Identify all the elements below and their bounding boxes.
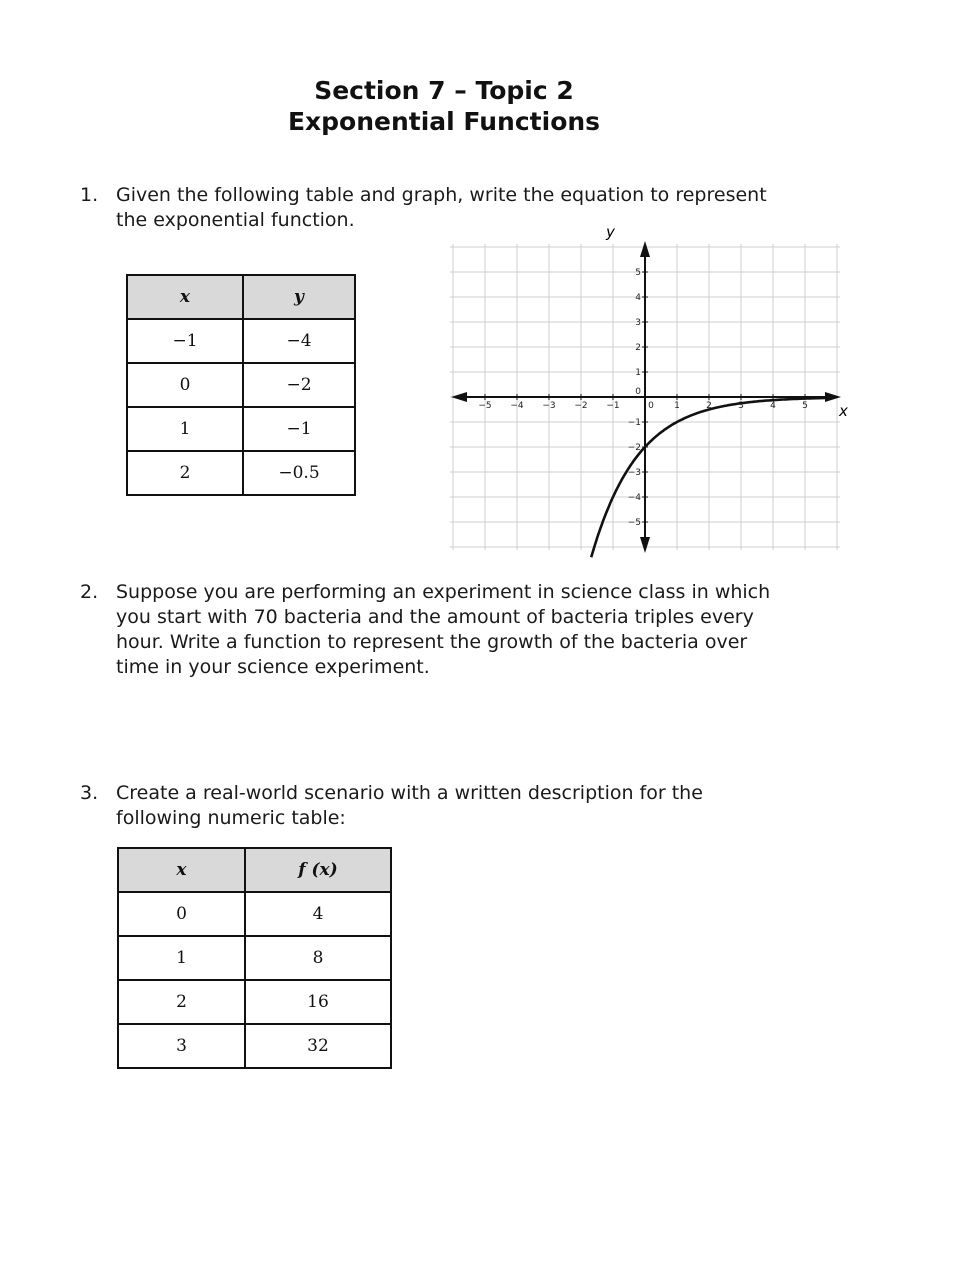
x-tick-label: −3	[542, 401, 556, 411]
q1-header-y: y	[243, 275, 355, 319]
q1-table	[126, 274, 356, 496]
x-tick-label: −2	[574, 401, 588, 411]
y-tick-label: 4	[635, 293, 641, 303]
y-tick-label: −4	[627, 493, 641, 503]
table-cell: −2	[243, 363, 355, 407]
table-cell: −1	[243, 407, 355, 451]
table-row	[118, 936, 391, 980]
x-axis-left-arrow-icon	[451, 392, 467, 402]
topic-title: Exponential Functions	[287, 107, 601, 136]
q1-line-1: Given the following table and graph, write the equation to represent	[116, 184, 767, 206]
y-tick-label: 0	[635, 387, 641, 397]
y-tick-label: −1	[627, 418, 641, 428]
x-axis-right-arrow-icon	[825, 392, 841, 402]
q2-text	[116, 580, 770, 680]
table-cell: 3	[118, 1024, 245, 1068]
x-tick-label: 5	[802, 401, 808, 411]
table-row	[127, 319, 355, 363]
x-tick-label: 1	[674, 401, 680, 411]
y-tick-label: 3	[635, 318, 641, 328]
q1-number: 1.	[80, 184, 99, 206]
q2-line-4: time in your science experiment.	[116, 656, 430, 678]
x-tick-label: 4	[770, 401, 776, 411]
exponential-curve	[591, 398, 827, 557]
x-tick-label: 2	[706, 401, 712, 411]
q1-text	[116, 183, 767, 233]
table-row	[127, 363, 355, 407]
table-row	[118, 892, 391, 936]
table-cell: 4	[245, 892, 391, 936]
q1-header-x: x	[127, 275, 243, 319]
y-tick-label: −5	[627, 518, 641, 528]
table-row	[127, 407, 355, 451]
table-cell: −1	[127, 319, 243, 363]
y-axis-down-arrow-icon	[640, 537, 650, 553]
x-tick-label: −4	[510, 401, 524, 411]
q3-line-2: following numeric table:	[116, 807, 346, 829]
graph-grid	[450, 244, 840, 550]
q3-header-x: x	[118, 848, 245, 892]
q3-header-fx: f (x)	[245, 848, 391, 892]
y-tick-label: −2	[627, 443, 641, 453]
section-title: Section 7 – Topic 2	[314, 76, 574, 105]
table-cell: 1	[127, 407, 243, 451]
y-axis-label: y	[606, 223, 615, 241]
q3-table	[117, 847, 392, 1069]
table-row	[118, 1024, 391, 1068]
table-cell: 1	[118, 936, 245, 980]
table-cell: 16	[245, 980, 391, 1024]
y-tick-label: −3	[627, 468, 641, 478]
q2-number: 2.	[80, 581, 99, 603]
x-tick-label: −1	[606, 401, 620, 411]
table-cell: −0.5	[243, 451, 355, 495]
q3-number: 3.	[80, 782, 99, 804]
q2-line-2: you start with 70 bacteria and the amount of bacteria triples every	[116, 606, 754, 628]
x-tick-label: −5	[478, 401, 492, 411]
x-axis-label: x	[839, 402, 848, 420]
graph-tick-labels	[478, 268, 808, 528]
q3-text	[116, 781, 703, 831]
table-row	[118, 980, 391, 1024]
table-cell: 2	[118, 980, 245, 1024]
table-cell: 8	[245, 936, 391, 980]
x-tick-label: 3	[738, 401, 744, 411]
x-tick-label: 0	[648, 401, 654, 411]
table-row	[127, 451, 355, 495]
q1-line-2: the exponential function.	[116, 209, 355, 231]
table-cell: 0	[118, 892, 245, 936]
y-tick-label: 1	[635, 368, 641, 378]
table-cell: 32	[245, 1024, 391, 1068]
y-axis-up-arrow-icon	[640, 241, 650, 257]
graph-axes	[451, 241, 841, 553]
y-tick-label: 5	[635, 268, 641, 278]
table-cell: 0	[127, 363, 243, 407]
table-cell: −4	[243, 319, 355, 363]
q2-line-3: hour. Write a function to represent the growth of the bacteria over	[116, 631, 748, 653]
y-tick-label: 2	[635, 343, 641, 353]
table-cell: 2	[127, 451, 243, 495]
q3-line-1: Create a real-world scenario with a written description for the	[116, 782, 703, 804]
page-title	[0, 76, 888, 136]
q2-line-1: Suppose you are performing an experiment in science class in which	[116, 581, 771, 603]
